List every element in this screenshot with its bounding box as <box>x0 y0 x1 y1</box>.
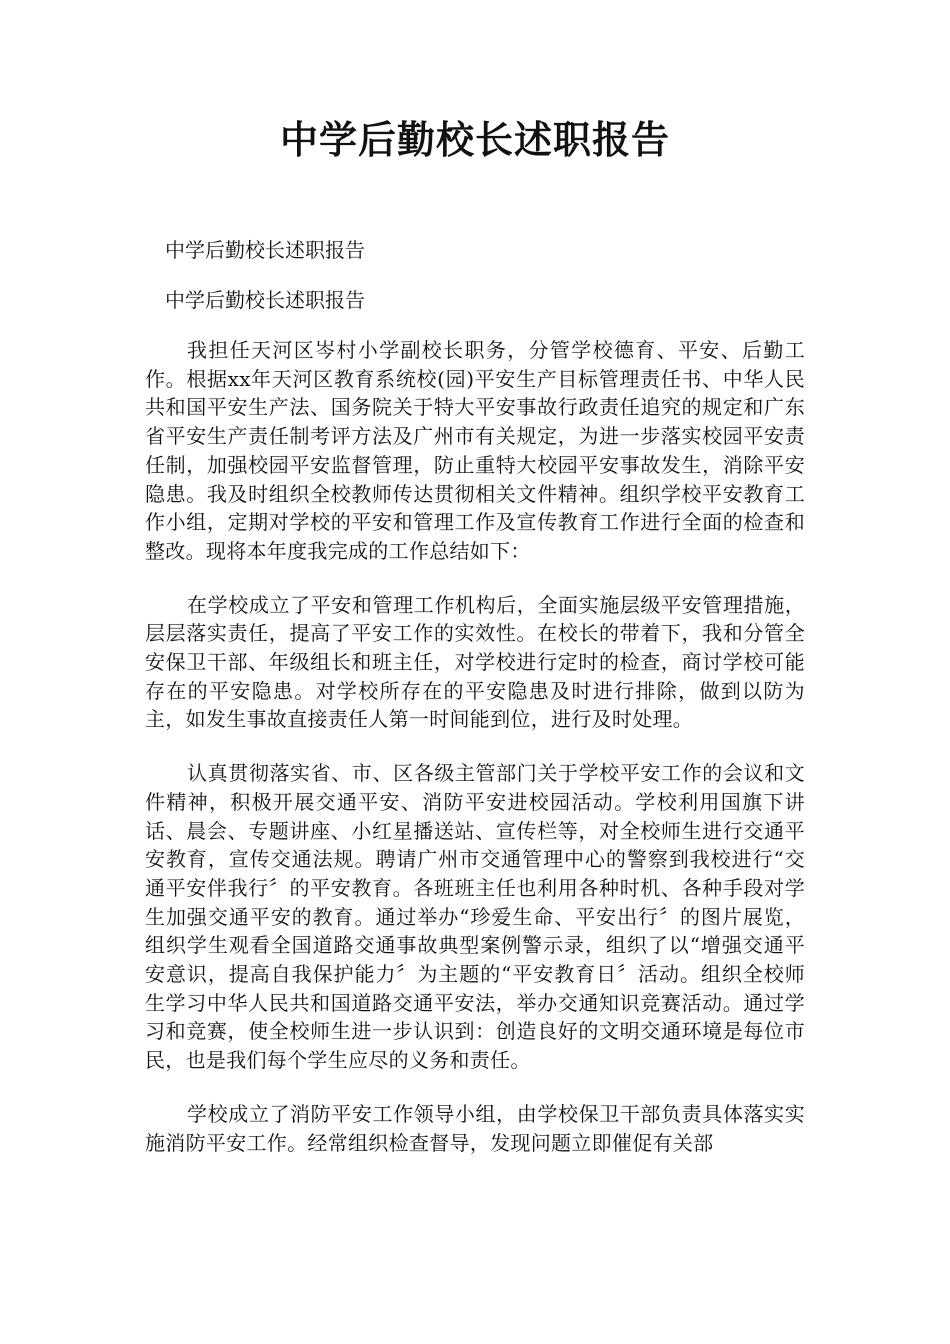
subheading-1: 中学后勤校长述职报告 <box>165 238 365 262</box>
paragraph-1: 我担任天河区岑村小学副校长职务，分管学校德育、平安、后勤工作。根据xx年天河区教育系统校(园)平安生产目标管理责任书、中华人民共和国平安生产法、国务院关于特大平安事故行政责任追究的规定和广东省平安生产责任制考评方法及广州市有关规定，为进一步落实校园平安责任制，加强校园平安监督管理，防止重特大校园平安事故发生，消除平安隐患。我及时组织全校教师传达贯彻相关文件精神。组织学校平安教育工作小组，定期对学校的平安和管理工作及宣传教育工作进行全面的检查和整改。现将本年度我完成的工作总结如下： <box>145 338 805 563</box>
document-body <box>145 336 805 1182</box>
document-title: 中学后勤校长述职报告 <box>279 117 670 162</box>
subheading-2: 中学后勤校长述职报告 <box>165 288 365 312</box>
paragraph-3: 认真贯彻落实省、市、区各级主管部门关于学校平安工作的会议和文件精神，积极开展交通平安、消防平安进校园活动。学校利用国旗下讲话、晨会、专题讲座、小红星播送站、宣传栏等，对全校师生进行交通平安教育，宣传交通法规。聘请广州市交通管理中心的警察到我校进行“交通平安伴我行〞的平安教育。各班班主任也利用各种时机、各种手段对学生加强交通平安的教育。通过举办“珍爱生命、平安出行〞的图片展览，组织学生观看全国道路交通事故典型案例警示录，组织了以“增强交通平安意识，提高自我保护能力〞为主题的“平安教育日〞活动。组织全校师生学习中华人民共和国道路交通平安法，举办交通知识竞赛活动。通过学习和竞赛，使全校师生进一步认识到：创造良好的文明交通环境是每位市民，也是我们每个学生应尽的义务和责任。 <box>145 761 805 1073</box>
paragraph-2: 在学校成立了平安和管理工作机构后，全面实施层级平安管理措施，层层落实责任，提高了平安工作的实效性。在校长的带着下，我和分管全安保卫干部、年级组长和班主任，对学校进行定时的检查，商讨学校可能存在的平安隐患。对学校所存在的平安隐患及时进行排除，做到以防为主，如发生事故直接责任人第一时间能到位，进行及时处理。 <box>145 592 805 732</box>
paragraph-4: 学校成立了消防平安工作领导小组，由学校保卫干部负责具体落实实施消防平安工作。经常组织检查督导，发现问题立即催促有关部 <box>145 1101 805 1155</box>
